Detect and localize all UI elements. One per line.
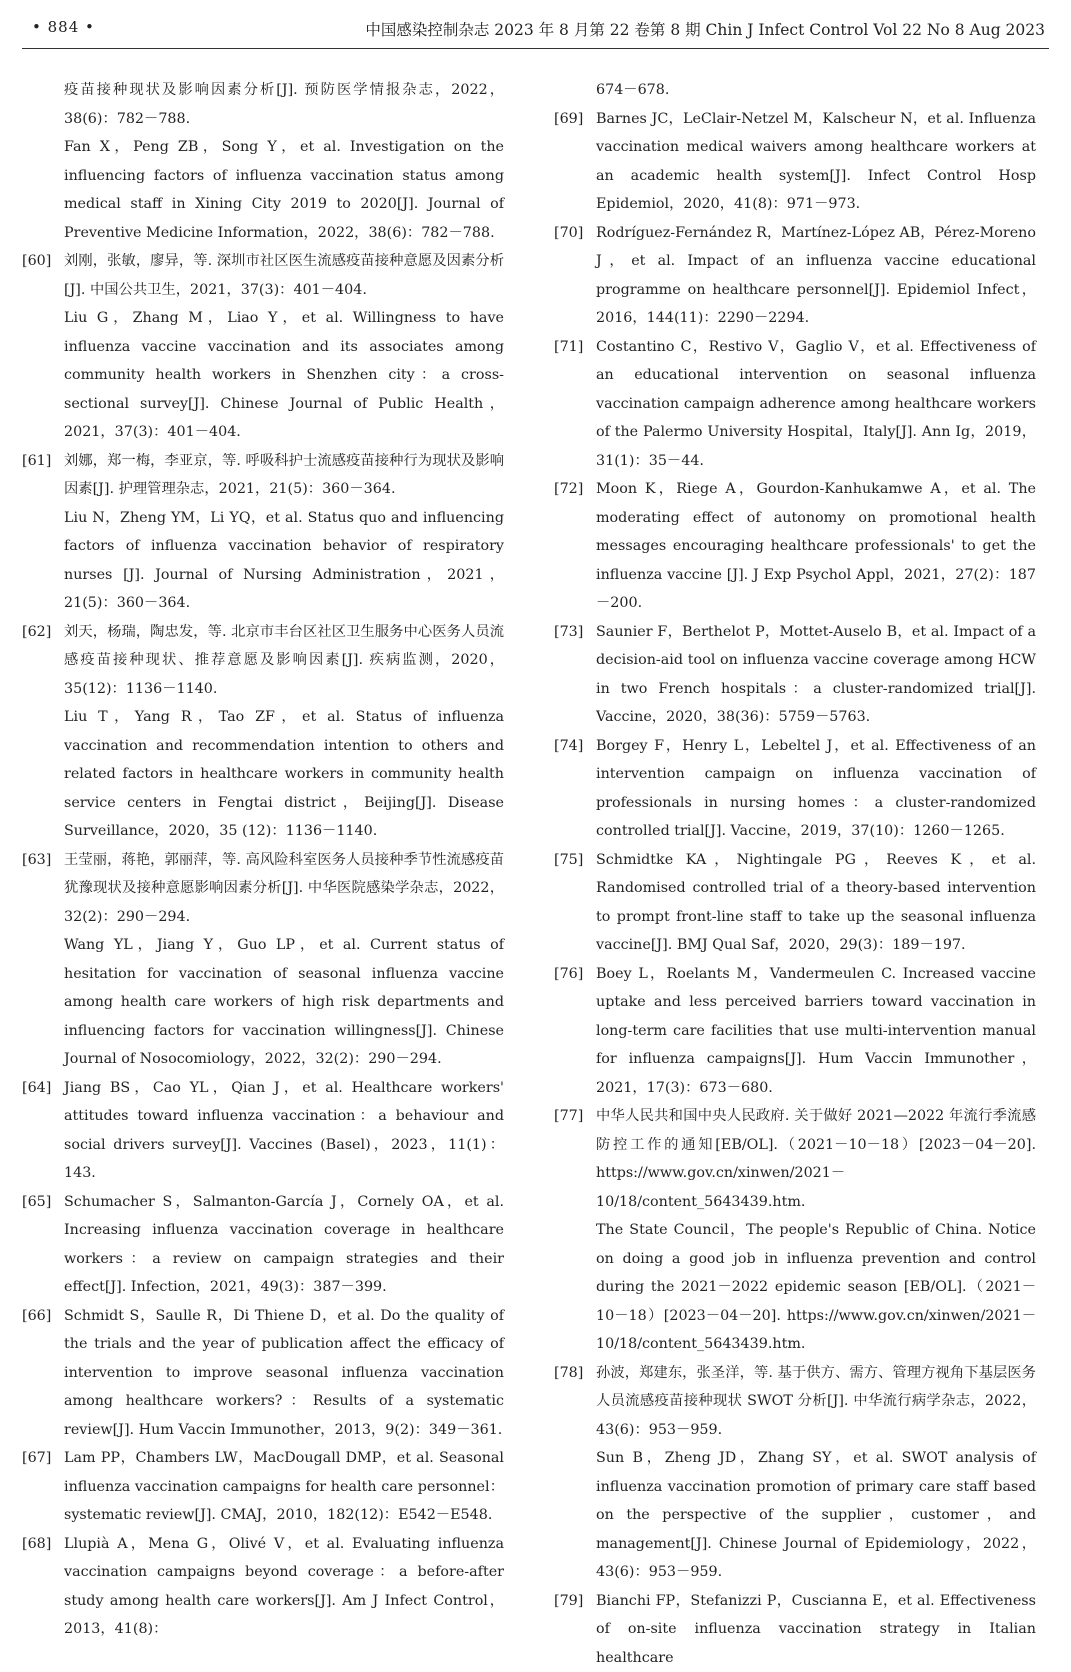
reference-number: [76] <box>554 960 583 989</box>
reference-text: The State Council，The people's Republic of China. Notice on doing a good job in influenza prevention and control during the 2021－2022 epidemic season [EB/OL].（2021－10－18）[2023－04－20]. https://www.gov.cn/xinwen/2021－10/18/content_5643439.htm. <box>596 1216 1036 1359</box>
reference-text: Barnes JC，LeClair-Netzel M，Kalscheur N，et al. Influenza vaccination medical waivers among healthcare workers at an academic health system[J]. Infect Control Hosp Epidemiol，2020，41(8)：971－973. <box>596 105 1036 219</box>
reference-number: [74] <box>554 732 583 761</box>
reference-text: Jiang BS，Cao YL，Qian J，et al. Healthcare workers' attitudes toward influenza vaccination：a behaviour and social drivers survey[J]. Vaccines (Basel)，2023，11(1)：143. <box>64 1074 504 1188</box>
reference-number: [78] <box>554 1359 583 1388</box>
reference-number: [70] <box>554 219 583 248</box>
reference-text: Fan X，Peng ZB，Song Y，et al. Investigation on the influencing factors of influenza vaccination status among medical staff in Xining City 2019 to 2020[J]. Journal of Preventive Medicine Information，2022，38(6)：782－788. <box>64 133 504 247</box>
reference-text: Liu G，Zhang M，Liao Y，et al. Willingness to have influenza vaccine vaccination and its associates among community health workers in Shenzhen city：a cross-sectional survey[J]. Chinese Journal of Public Health，2021，37(3)：401－404. <box>64 304 504 447</box>
reference-text: Boey L，Roelants M，Vandermeulen C. Increased vaccine uptake and less perceived barriers toward vaccination in long-term care facilities that use multi-intervention manual for influenza campaigns[J]. Hum Vaccin Immunother，2021，17(3)：673－680. <box>596 960 1036 1103</box>
reference-number: [63] <box>22 846 51 875</box>
reference-number: [64] <box>22 1074 51 1103</box>
reference-text: 刘刚，张敏，廖异，等. 深圳市社区医生流感疫苗接种意愿及因素分析[J]. 中国公共卫生，2021，37(3)：401－404. <box>64 247 504 304</box>
reference-item <box>554 960 1036 1103</box>
reference-text: Rodríguez-Fernández R，Martínez-López AB，Pérez-Moreno J，et al. Impact of an influenza vaccine educational programme on healthcare personnel[J]. Epidemiol Infect，2016，144(11)：2290－2294. <box>596 219 1036 333</box>
reference-text: Saunier F，Berthelot P，Mottet-Auselo B，et al. Impact of a decision-aid tool on influenza vaccine coverage among HCW in two French hospitals：a cluster-randomized trial[J]. Vaccine，2020，38(36)：5759－5763. <box>596 618 1036 732</box>
reference-number: [71] <box>554 333 583 362</box>
reference-number: [61] <box>22 447 51 476</box>
reference-text: 674－678. <box>596 76 1036 105</box>
reference-number: [69] <box>554 105 583 134</box>
page-header <box>0 0 1071 62</box>
reference-number: [67] <box>22 1444 51 1473</box>
reference-continuation <box>554 76 1036 105</box>
reference-item <box>554 1359 1036 1587</box>
reference-text: Llupià A，Mena G，Olivé V，et al. Evaluating influenza vaccination campaigns beyond coverage：a before-after study among health care workers[J]. Am J Infect Control，2013，41(8)： <box>64 1530 504 1644</box>
reference-number: [72] <box>554 475 583 504</box>
reference-number: [73] <box>554 618 583 647</box>
reference-text: Liu N，Zheng YM，Li YQ，et al. Status quo and influencing factors of influenza vaccination behavior of respiratory nurses [J]. Journal of Nursing Administration，2021，21(5)：360－364. <box>64 504 504 618</box>
reference-item <box>554 1587 1036 1672</box>
left-column <box>22 76 504 1644</box>
reference-number: [62] <box>22 618 51 647</box>
reference-text: Wang YL，Jiang Y，Guo LP，et al. Current status of hesitation for vaccination of seasonal influenza vaccine among health care workers of high risk departments and influencing factors for vaccination willingness[J]. Chinese Journal of Nosocomiology，2022，32(2)：290－294. <box>64 931 504 1074</box>
reference-item <box>22 1074 504 1188</box>
reference-item <box>22 1444 504 1530</box>
page-number: • 884 • <box>32 18 95 36</box>
reference-text: Moon K，Riege A，Gourdon-Kanhukamwe A，et al. The moderating effect of autonomy on promotional health messages encouraging healthcare professionals' to get the influenza vaccine [J]. J Exp Psychol Appl，2021，27(2)：187－200. <box>596 475 1036 618</box>
reference-item <box>554 333 1036 476</box>
reference-number: [68] <box>22 1530 51 1559</box>
journal-running-head: 中国感染控制杂志 2023 年 8 月第 22 卷第 8 期 Chin J Infect Control Vol 22 No 8 Aug 2023 <box>365 18 1045 40</box>
reference-text: 疫苗接种现状及影响因素分析[J]. 预防医学情报杂志，2022，38(6)：782－788. <box>64 76 504 133</box>
reference-item <box>22 1188 504 1302</box>
reference-item <box>22 1302 504 1445</box>
reference-item <box>554 732 1036 846</box>
reference-item <box>22 447 504 618</box>
reference-text: Bianchi FP，Stefanizzi P，Cuscianna E，et al. Effectiveness of on-site influenza vaccination strategy in Italian healthcare <box>596 1587 1036 1672</box>
reference-number: [66] <box>22 1302 51 1331</box>
reference-text: Liu T，Yang R，Tao ZF，et al. Status of influenza vaccination and recommendation intention to others and related factors in healthcare workers in community health service centers in Fengtai district，Beijing[J]. Disease Surveillance，2020，35 (12)：1136－1140. <box>64 703 504 846</box>
reference-text: 刘娜，郑一梅，李亚京，等. 呼吸科护士流感疫苗接种行为现状及影响因素[J]. 护理管理杂志，2021，21(5)：360－364. <box>64 447 504 504</box>
reference-text: Borgey F，Henry L，Lebeltel J，et al. Effectiveness of an intervention campaign on influenza vaccination of professionals in nursing homes：a cluster-randomized controlled trial[J]. Vaccine，2019，37(10)：1260－1265. <box>596 732 1036 846</box>
reference-number: [77] <box>554 1102 583 1131</box>
reference-number: [79] <box>554 1587 583 1616</box>
reference-item <box>554 475 1036 618</box>
reference-text: 刘天，杨瑞，陶忠发，等. 北京市丰台区社区卫生服务中心医务人员流感疫苗接种现状、推荐意愿及影响因素[J]. 疾病监测，2020，35(12)：1136－1140. <box>64 618 504 704</box>
header-rule <box>22 48 1049 49</box>
reference-text: Lam PP，Chambers LW，MacDougall DMP，et al. Seasonal influenza vaccination campaigns for health care personnel：systematic review[J]. CMAJ，2010，182(12)：E542－E548. <box>64 1444 504 1530</box>
reference-text: 王莹丽，蒋艳，郭丽萍，等. 高风险科室医务人员接种季节性流感疫苗犹豫现状及接种意愿影响因素分析[J]. 中华医院感染学杂志，2022，32(2)：290－294. <box>64 846 504 932</box>
reference-number: [75] <box>554 846 583 875</box>
reference-number: [65] <box>22 1188 51 1217</box>
reference-item <box>22 618 504 846</box>
reference-text: 中华人民共和国中央人民政府. 关于做好 2021—2022 年流行季流感防控工作的通知[EB/OL].（2021－10－18）[2023－04－20]. https://www.gov.cn/xinwen/2021－10/18/content_5643439.htm. <box>596 1102 1036 1216</box>
reference-item <box>554 1102 1036 1359</box>
reference-item <box>554 846 1036 960</box>
reference-text: Schmidt S，Saulle R，Di Thiene D，et al. Do the quality of the trials and the year of publication affect the efficacy of intervention to improve seasonal influenza vaccination among healthcare workers?：Results of a systematic review[J]. Hum Vaccin Immunother，2013，9(2)：349－361. <box>64 1302 504 1445</box>
reference-text: Costantino C，Restivo V，Gaglio V，et al. Effectiveness of an educational intervention on seasonal influenza vaccination campaign adherence among healthcare workers of the Palermo University Hospital，Italy[J]. Ann Ig，2019，31(1)：35－44. <box>596 333 1036 476</box>
reference-item <box>22 1530 504 1644</box>
reference-item <box>22 247 504 447</box>
reference-continuation <box>22 76 504 247</box>
reference-text: Schumacher S，Salmanton-García J，Cornely OA，et al. Increasing influenza vaccination coverage in healthcare workers：a review on campaign strategies and their effect[J]. Infection，2021，49(3)：387－399. <box>64 1188 504 1302</box>
reference-number: [60] <box>22 247 51 276</box>
reference-text: Schmidtke KA，Nightingale PG，Reeves K，et al. Randomised controlled trial of a theory-based intervention to prompt front-line staff to take up the seasonal influenza vaccine[J]. BMJ Qual Saf，2020，29(3)：189－197. <box>596 846 1036 960</box>
reference-text: Sun B，Zheng JD，Zhang SY，et al. SWOT analysis of influenza vaccination promotion of primary care staff based on the perspective of the supplier，customer，and management[J]. Chinese Journal of Epidemiology，2022，43(6)：953－959. <box>596 1444 1036 1587</box>
right-column <box>554 76 1036 1672</box>
reference-item <box>554 219 1036 333</box>
reference-item <box>554 618 1036 732</box>
reference-item <box>22 846 504 1074</box>
reference-text: 孙波，郑建东，张圣洋，等. 基于供方、需方、管理方视角下基层医务人员流感疫苗接种现状 SWOT 分析[J]. 中华流行病学杂志，2022，43(6)：953－959. <box>596 1359 1036 1445</box>
reference-item <box>554 105 1036 219</box>
